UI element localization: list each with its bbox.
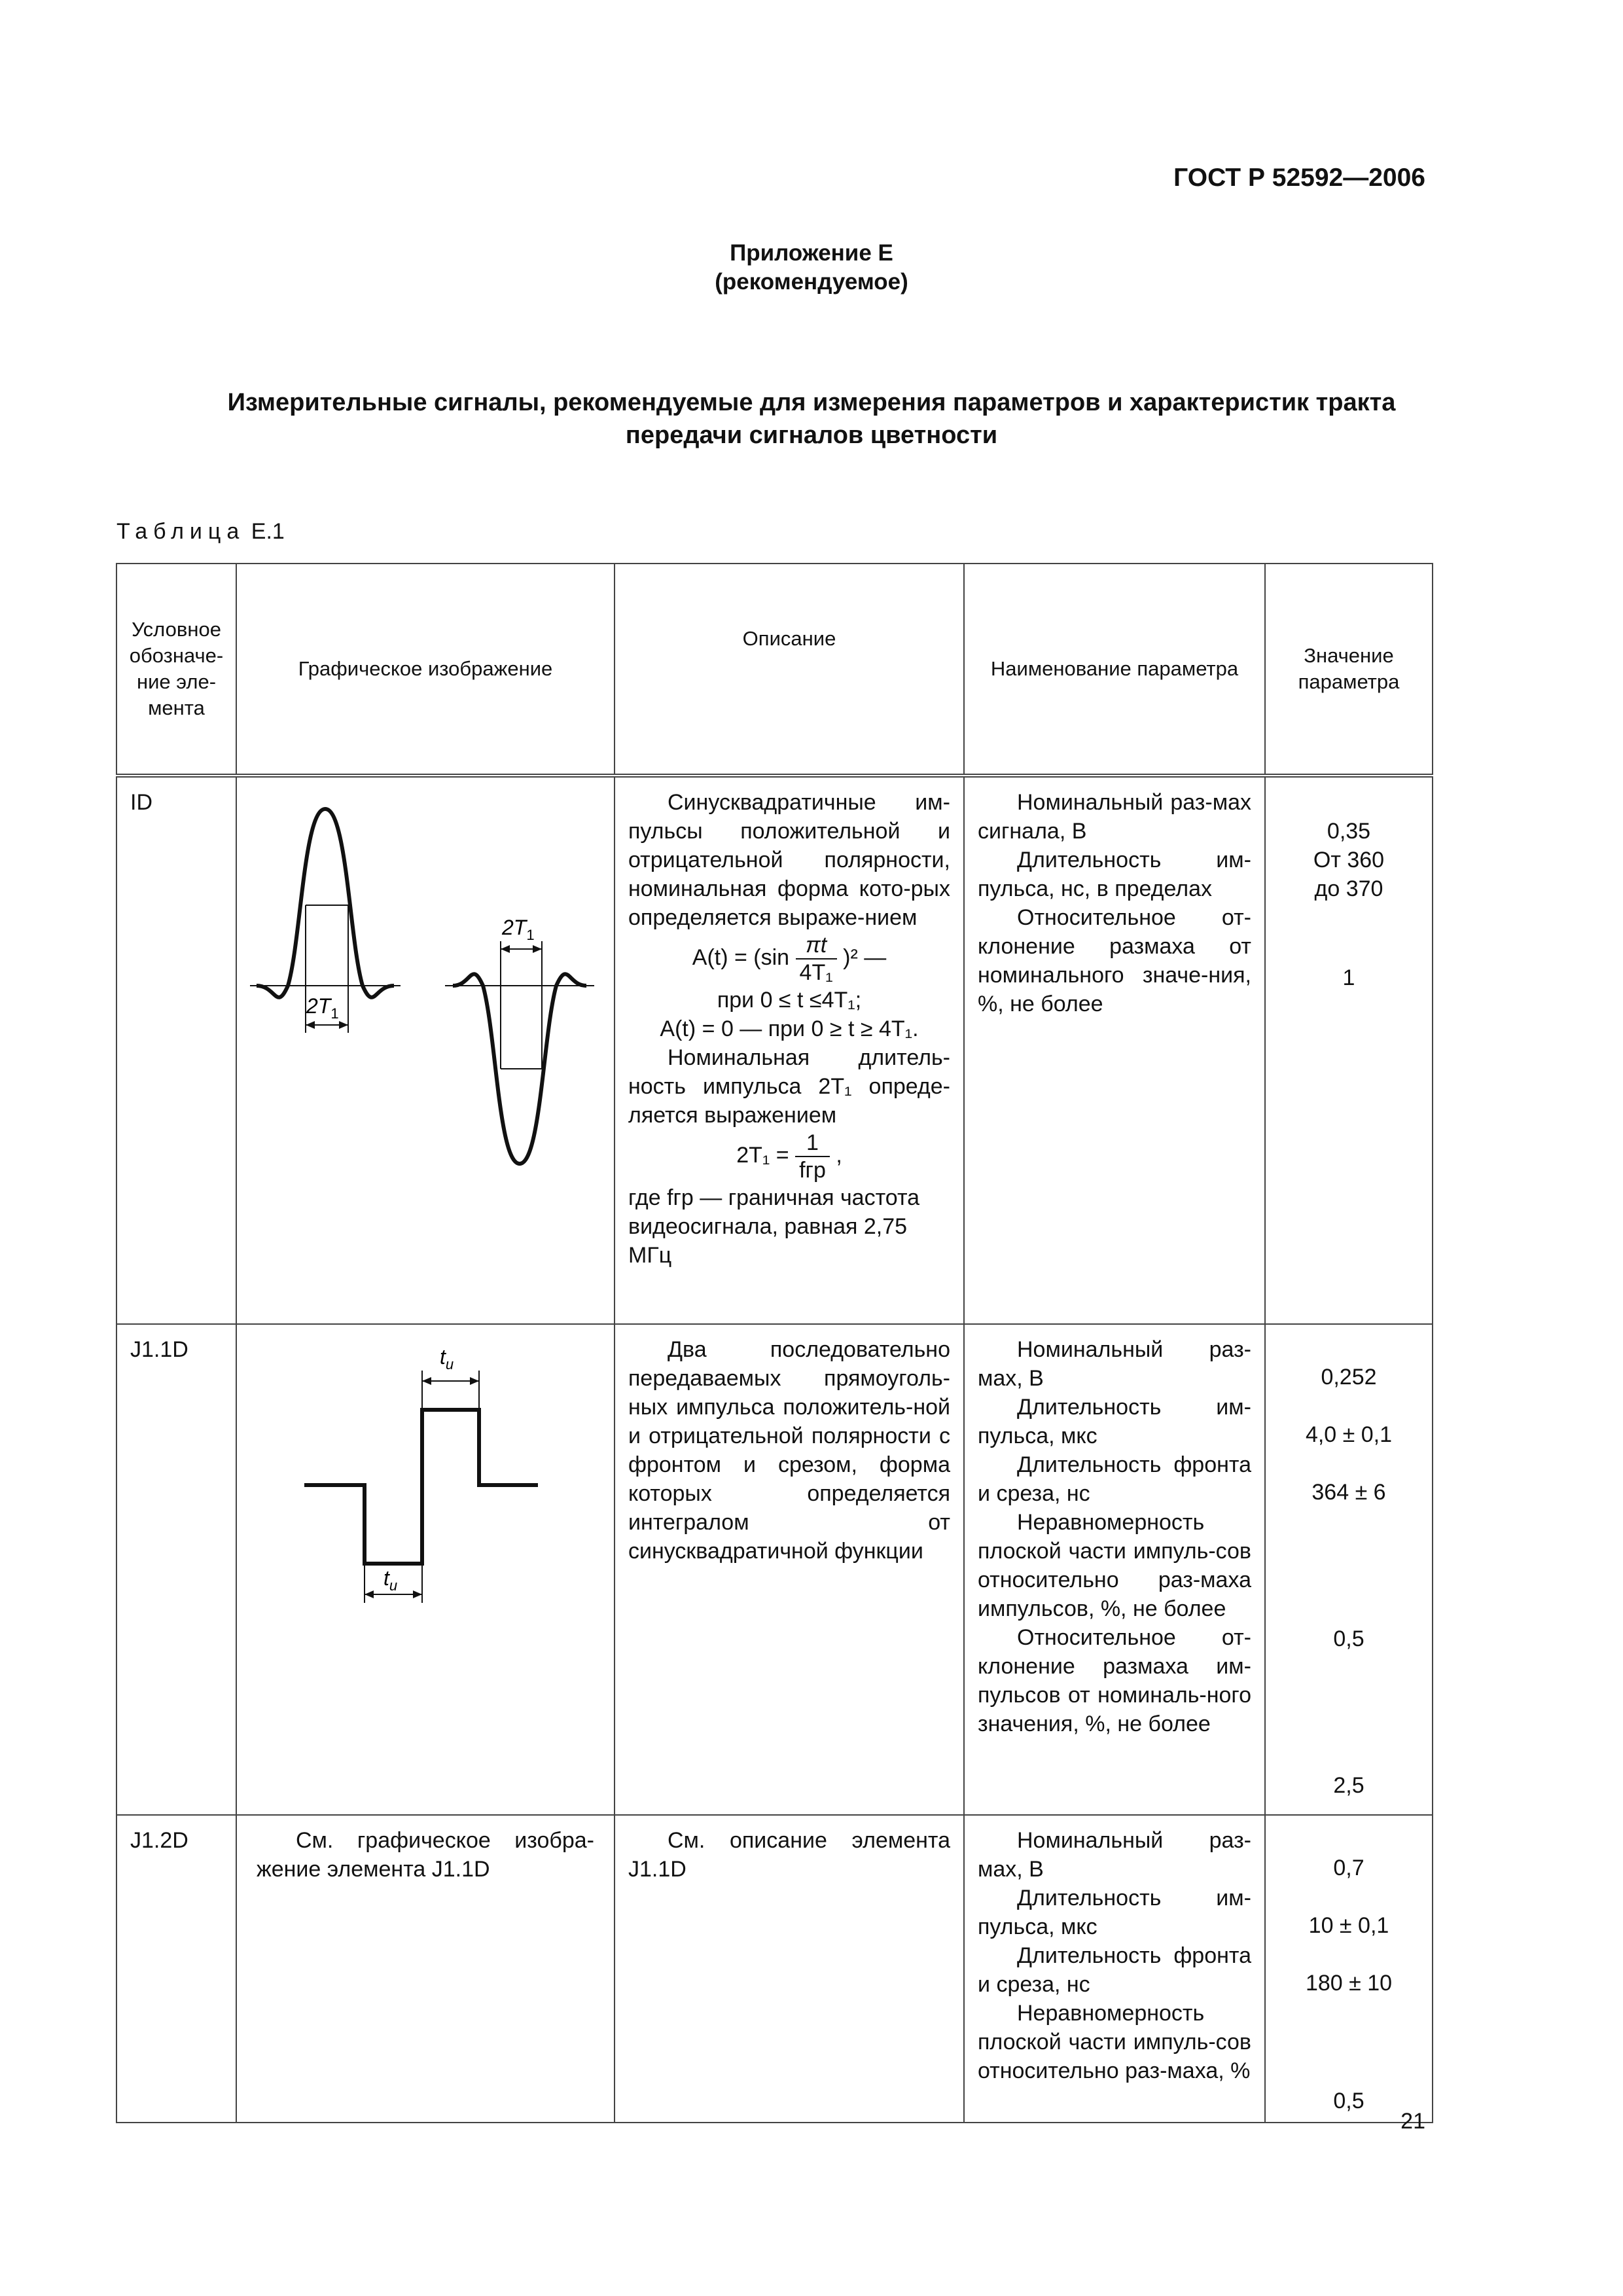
row-j12d-params bbox=[964, 1815, 1265, 2123]
row-id-description bbox=[615, 776, 964, 1324]
negative-pulse-width-label: $2T_1$ bbox=[502, 916, 535, 943]
row-j12d-designation: J1.2D bbox=[116, 1815, 236, 2123]
document-header: ГОСТ Р 52592—2006 bbox=[1173, 164, 1425, 192]
description-paragraph: См. описание элемента J1.1D bbox=[628, 1828, 950, 1882]
section-title bbox=[98, 386, 1525, 452]
row-id-graphic bbox=[236, 776, 615, 1324]
sine-squared-pulses-diagram bbox=[237, 778, 615, 1326]
header-param-name: Наименование параметра bbox=[964, 564, 1265, 776]
param-name: Длительность им-пульса, мкс bbox=[978, 1395, 1251, 1448]
page-number: 21 bbox=[1400, 2109, 1425, 2134]
param-name: Неравномерность плоской части импуль-сов относительно раз-маха, % bbox=[978, 2001, 1251, 2083]
param-name: Номинальный раз-мах, В bbox=[978, 1828, 1251, 1882]
row-j12d-graphic: См. графическое изобра-жение элемента J1.1D bbox=[236, 1815, 615, 2123]
param-value: 364 ± 6 bbox=[1311, 1480, 1386, 1505]
param-value: 0,252 bbox=[1321, 1365, 1377, 1390]
table-row bbox=[116, 1324, 1433, 1815]
row-id-params bbox=[964, 776, 1265, 1324]
param-value: 0,5 bbox=[1333, 1626, 1364, 1651]
param-value: 4,0 ± 0,1 bbox=[1305, 1422, 1393, 1447]
header-description: Описание bbox=[615, 564, 964, 776]
table-header-row bbox=[116, 564, 1433, 776]
formula-pulse-width: 2T₁ = $\frac{1}{\text{fгр}}$ , bbox=[736, 1130, 842, 1183]
param-value: 1 bbox=[1342, 965, 1355, 990]
pulse-duration-label-top: $t_u$ bbox=[440, 1345, 454, 1372]
param-name: Длительность им-пульса, нс, в пределах bbox=[978, 848, 1251, 901]
signals-table bbox=[116, 563, 1433, 2123]
table-caption-number: Е.1 bbox=[251, 519, 285, 544]
param-name: Длительность фронта и среза, нс bbox=[978, 1452, 1251, 1506]
positive-pulse-width-label: $2T_1$ bbox=[306, 994, 339, 1022]
param-name: Номинальный раз-мах сигнала, В bbox=[978, 790, 1251, 844]
rectangular-pulse-waveform bbox=[304, 1410, 538, 1564]
appendix-type: (рекомендуемое) bbox=[715, 269, 908, 295]
param-name: Длительность фронта и среза, нс bbox=[978, 1943, 1251, 1997]
row-j11d-params bbox=[964, 1324, 1265, 1815]
param-value: От 360 bbox=[1313, 848, 1385, 872]
param-name: Длительность им-пульса, мкс bbox=[978, 1886, 1251, 1939]
param-value: 0,7 bbox=[1333, 1856, 1364, 1880]
header-param-value: Значение параметра bbox=[1265, 564, 1433, 776]
section-title-line1: Измерительные сигналы, рекомендуемые для измерения параметров и характеристик тракта bbox=[227, 389, 1396, 416]
param-name: Относительное от-клонение размаха от номинального значе-ния, %, не более bbox=[978, 905, 1251, 1016]
row-id-designation: ID bbox=[116, 776, 236, 1324]
param-name: Относительное от-клонение размаха им-пульсов от номиналь-ного значения, %, не более bbox=[978, 1625, 1251, 1736]
param-value: 10 ± 0,1 bbox=[1308, 1913, 1389, 1938]
row-id-values bbox=[1265, 776, 1433, 1324]
row-j11d-description bbox=[615, 1324, 964, 1815]
param-value: 0,5 bbox=[1333, 2089, 1364, 2113]
param-value: до 370 bbox=[1314, 876, 1383, 901]
row-j12d-description bbox=[615, 1815, 964, 2123]
row-j11d-graphic bbox=[236, 1324, 615, 1815]
param-name: Номинальный раз-мах, В bbox=[978, 1337, 1251, 1391]
formula-condition-1: при 0 ≤ t ≤4T₁; bbox=[717, 988, 862, 1013]
param-value: 2,5 bbox=[1333, 1773, 1364, 1798]
table-row bbox=[116, 776, 1433, 1324]
pulse-duration-label-bottom: $t_u$ bbox=[383, 1566, 398, 1594]
rectangular-pulses-diagram bbox=[237, 1325, 615, 1816]
header-graphic: Графическое изображение bbox=[236, 564, 615, 776]
row-j12d-values bbox=[1265, 1815, 1433, 2123]
description-paragraph: Два последовательно передаваемых прямоуголь-ных импульса положитель-ной и отрицательной полярности с фронтом и срезом, форма которых определяется интегралом от синусквадратичной функции bbox=[628, 1337, 950, 1564]
table-caption-word: Таблица bbox=[116, 519, 245, 544]
description-paragraph: Синусквадратичные им-пульсы положительной и отрицательной полярности, номинальная форма кото-рых определяется выраже-нием bbox=[628, 790, 950, 930]
param-name: Неравномерность плоской части импуль-сов относительно раз-маха импульсов, %, не более bbox=[978, 1510, 1251, 1621]
row-j11d-values bbox=[1265, 1324, 1433, 1815]
positive-pulse-curve bbox=[257, 809, 394, 997]
header-designation: Условное обозначе-ние эле-мента bbox=[116, 564, 236, 776]
appendix-title: Приложение Е bbox=[730, 240, 893, 266]
description-paragraph: где fгр — граничная частота видеосигнала, равная 2,75 МГц bbox=[628, 1185, 920, 1268]
appendix-heading bbox=[0, 239, 1623, 296]
param-value: 0,35 bbox=[1327, 819, 1371, 844]
table-caption bbox=[116, 519, 285, 545]
formula-condition-2: A(t) = 0 — при 0 ≥ t ≥ 4T₁. bbox=[660, 1016, 919, 1041]
section-title-line2: передачи сигналов цветности bbox=[625, 422, 998, 449]
formula-a-of-t: A(t) = (sin $\frac{\pi t}{\text{4T₁}}$ )² — bbox=[692, 933, 887, 985]
param-value: 180 ± 10 bbox=[1305, 1971, 1393, 1996]
row-j11d-designation: J1.1D bbox=[116, 1324, 236, 1815]
description-paragraph: Номинальная длитель-ность импульса 2T₁ опреде-ляется выражением bbox=[628, 1045, 950, 1128]
table-row bbox=[116, 1815, 1433, 2123]
